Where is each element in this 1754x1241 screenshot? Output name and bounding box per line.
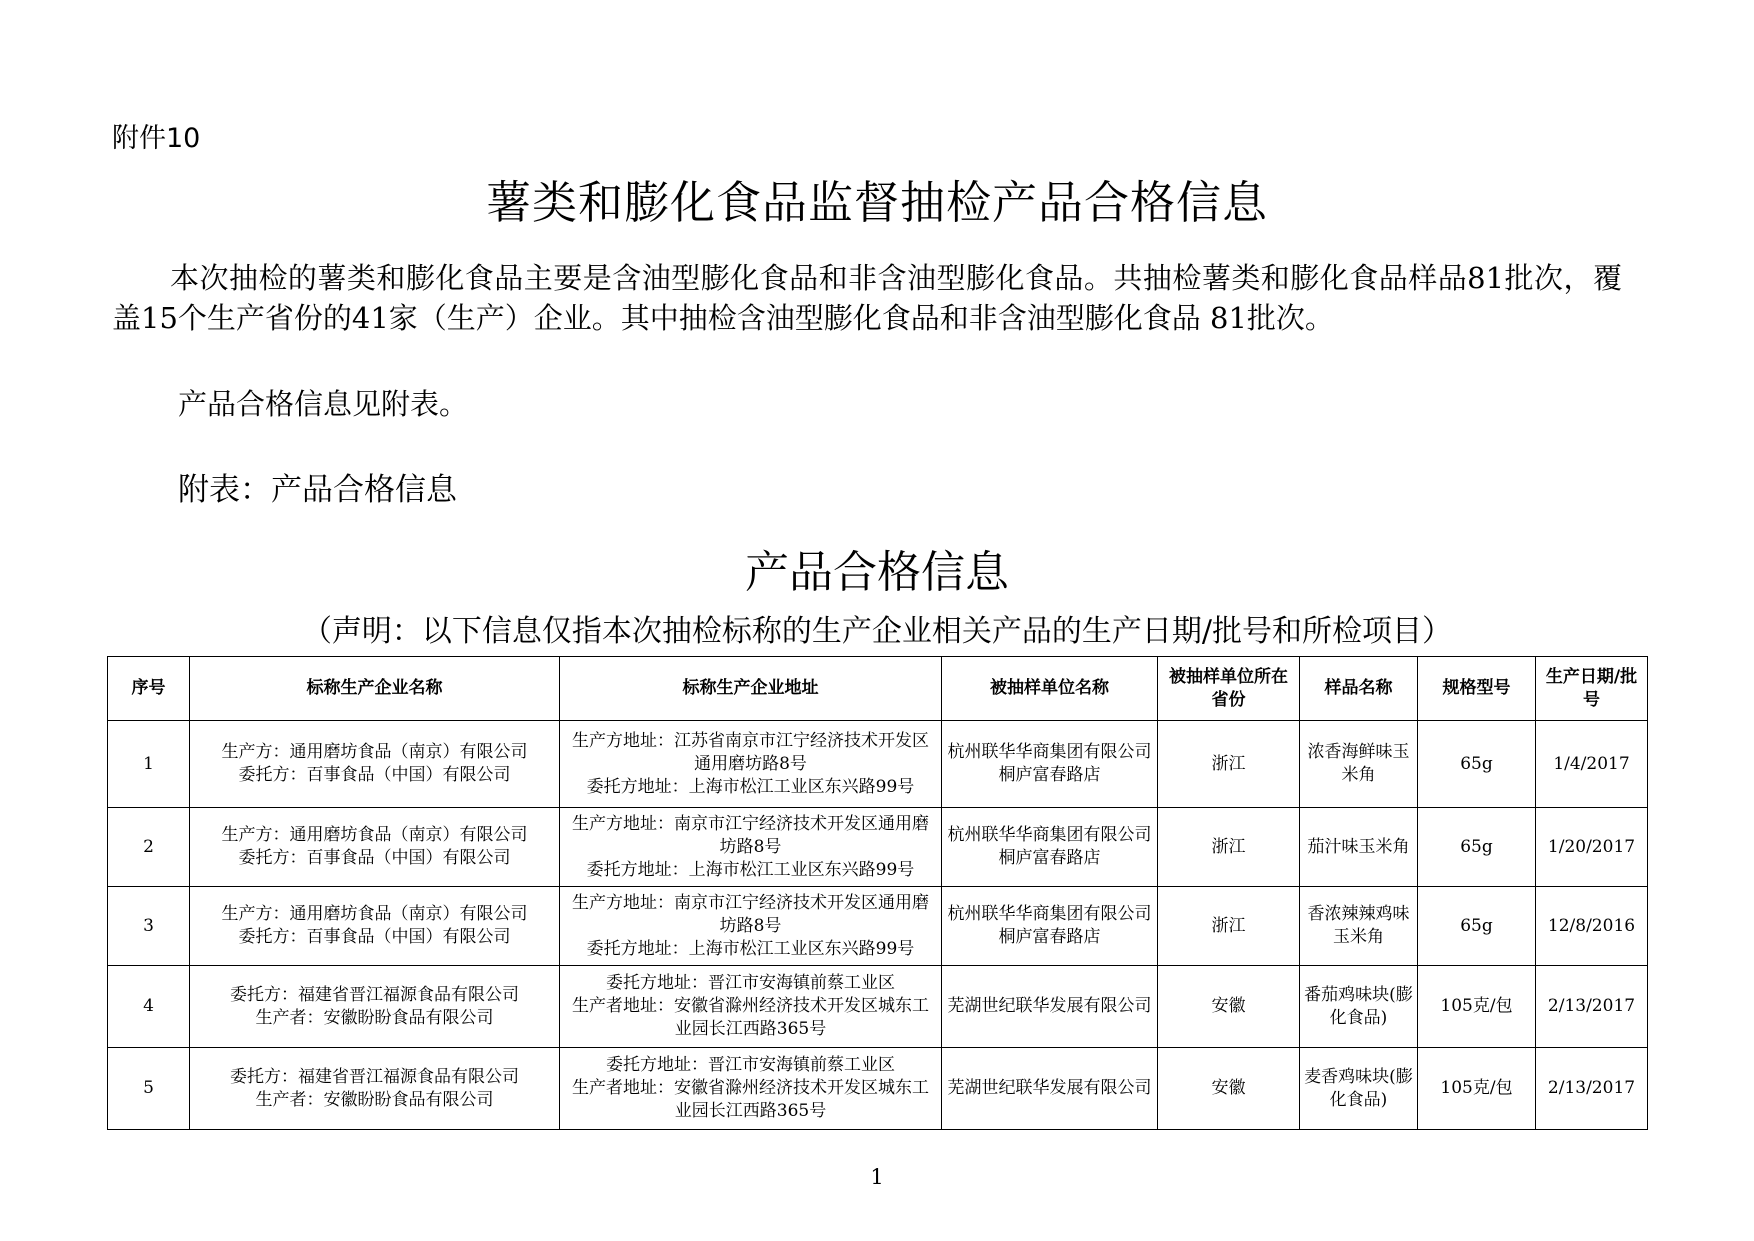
cell-date: 12/8/2016 (1536, 887, 1648, 966)
address-line: 委托方地址：上海市松江工业区东兴路99号 (586, 938, 915, 959)
company-line: 委托方：百事食品（中国）有限公司 (238, 848, 511, 868)
appendix-label: 附表：产品合格信息 (178, 472, 457, 508)
intro-paragraph: 本次抽检的薯类和膨化食品主要是含油型膨化食品和非含油型膨化食品。共抽检薯类和膨化食品样品81批次，覆盖15个生产省份的41家（生产）企业。其中抽检含油型膨化食品和非含油型膨化食品 81批次。 (112, 261, 1622, 335)
table-header-row (108, 657, 1648, 721)
cell-province: 安徽 (1158, 966, 1300, 1048)
cell-sampled-unit: 杭州联华华商集团有限公司桐庐富春路店 (942, 808, 1158, 887)
address-line: 委托方地址：晋江市安海镇前蔡工业区 (606, 973, 895, 993)
results-table (107, 656, 1648, 1130)
cell-sample-name: 浓香海鲜味玉米角 (1300, 721, 1418, 808)
company-line: 生产者：安徽盼盼食品有限公司 (255, 1089, 494, 1110)
cell-province: 浙江 (1158, 808, 1300, 887)
company-line: 生产方：通用磨坊食品（南京）有限公司 (221, 742, 528, 762)
cell-address (560, 966, 942, 1048)
cell-sample-name: 番茄鸡味块(膨化食品) (1300, 966, 1418, 1048)
cell-sampled-unit: 杭州联华华商集团有限公司桐庐富春路店 (942, 721, 1158, 808)
header-address: 标称生产企业地址 (560, 657, 942, 721)
address-line: 生产者地址：安徽省滁州经济技术开发区城东工业园长江西路365号 (572, 996, 929, 1039)
cell-company (190, 1048, 560, 1130)
table-row (108, 966, 1648, 1048)
see-appendix-text: 产品合格信息见附表。 (178, 387, 469, 421)
address-line: 生产方地址：南京市江宁经济技术开发区通用磨坊路8号 (572, 892, 929, 936)
cell-spec: 65g (1418, 887, 1536, 966)
cell-date: 1/20/2017 (1536, 808, 1648, 887)
table-title: 产品合格信息 (745, 547, 1009, 598)
page-title: 薯类和膨化食品监督抽检产品合格信息 (485, 176, 1268, 229)
address-line: 委托方地址：上海市松江工业区东兴路99号 (586, 776, 915, 797)
table-row (108, 808, 1648, 887)
company-line: 委托方：百事食品（中国）有限公司 (238, 927, 511, 947)
table-row (108, 1048, 1648, 1130)
cell-spec: 65g (1418, 808, 1536, 887)
cell-date: 2/13/2017 (1536, 1048, 1648, 1130)
address-line: 生产者地址：安徽省滁州经济技术开发区城东工业园长江西路365号 (572, 1078, 929, 1121)
cell-company (190, 966, 560, 1048)
cell-no: 3 (108, 887, 190, 966)
header-sample-name: 样品名称 (1300, 657, 1418, 721)
cell-sampled-unit: 芜湖世纪联华发展有限公司 (942, 966, 1158, 1048)
cell-province: 浙江 (1158, 721, 1300, 808)
statement: （声明：以下信息仅指本次抽检标称的生产企业相关产品的生产日期/批号和所检项目） (301, 614, 1453, 649)
cell-no: 1 (108, 721, 190, 808)
cell-company (190, 721, 560, 808)
company-line: 生产者：安徽盼盼食品有限公司 (255, 1007, 494, 1028)
cell-date: 2/13/2017 (1536, 966, 1648, 1048)
header-province: 被抽样单位所在省份 (1158, 657, 1300, 721)
address-line: 委托方地址：晋江市安海镇前蔡工业区 (606, 1055, 895, 1075)
cell-no: 4 (108, 966, 190, 1048)
cell-no: 5 (108, 1048, 190, 1130)
attachment-label: 附件10 (112, 123, 201, 154)
header-company: 标称生产企业名称 (190, 657, 560, 721)
company-line: 生产方：通用磨坊食品（南京）有限公司 (221, 904, 528, 924)
company-line: 生产方：通用磨坊食品（南京）有限公司 (221, 825, 528, 845)
cell-address (560, 1048, 942, 1130)
header-sampled-unit: 被抽样单位名称 (942, 657, 1158, 721)
cell-address (560, 808, 942, 887)
company-line: 委托方：百事食品（中国）有限公司 (238, 765, 511, 785)
page-number: 1 (870, 1165, 884, 1189)
header-spec: 规格型号 (1418, 657, 1536, 721)
company-line: 委托方：福建省晋江福源食品有限公司 (230, 984, 519, 1005)
cell-sampled-unit: 芜湖世纪联华发展有限公司 (942, 1048, 1158, 1130)
header-date: 生产日期/批号 (1536, 657, 1648, 721)
cell-spec: 65g (1418, 721, 1536, 808)
cell-address (560, 721, 942, 808)
table-row (108, 721, 1648, 808)
cell-sampled-unit: 杭州联华华商集团有限公司桐庐富春路店 (942, 887, 1158, 966)
address-line: 生产方地址：江苏省南京市江宁经济技术开发区通用磨坊路8号 (572, 730, 929, 774)
cell-address (560, 887, 942, 966)
header-no: 序号 (108, 657, 190, 721)
cell-date: 1/4/2017 (1536, 721, 1648, 808)
cell-no: 2 (108, 808, 190, 887)
cell-province: 浙江 (1158, 887, 1300, 966)
cell-spec: 105克/包 (1418, 966, 1536, 1048)
address-line: 生产方地址：南京市江宁经济技术开发区通用磨坊路8号 (572, 813, 929, 857)
cell-sample-name: 茄汁味玉米角 (1300, 808, 1418, 887)
cell-sample-name: 麦香鸡味块(膨化食品) (1300, 1048, 1418, 1130)
address-line: 委托方地址：上海市松江工业区东兴路99号 (586, 859, 915, 880)
table-row (108, 887, 1648, 966)
cell-spec: 105克/包 (1418, 1048, 1536, 1130)
company-line: 委托方：福建省晋江福源食品有限公司 (230, 1066, 519, 1087)
cell-sample-name: 香浓辣辣鸡味玉米角 (1300, 887, 1418, 966)
cell-company (190, 887, 560, 966)
cell-company (190, 808, 560, 887)
cell-province: 安徽 (1158, 1048, 1300, 1130)
